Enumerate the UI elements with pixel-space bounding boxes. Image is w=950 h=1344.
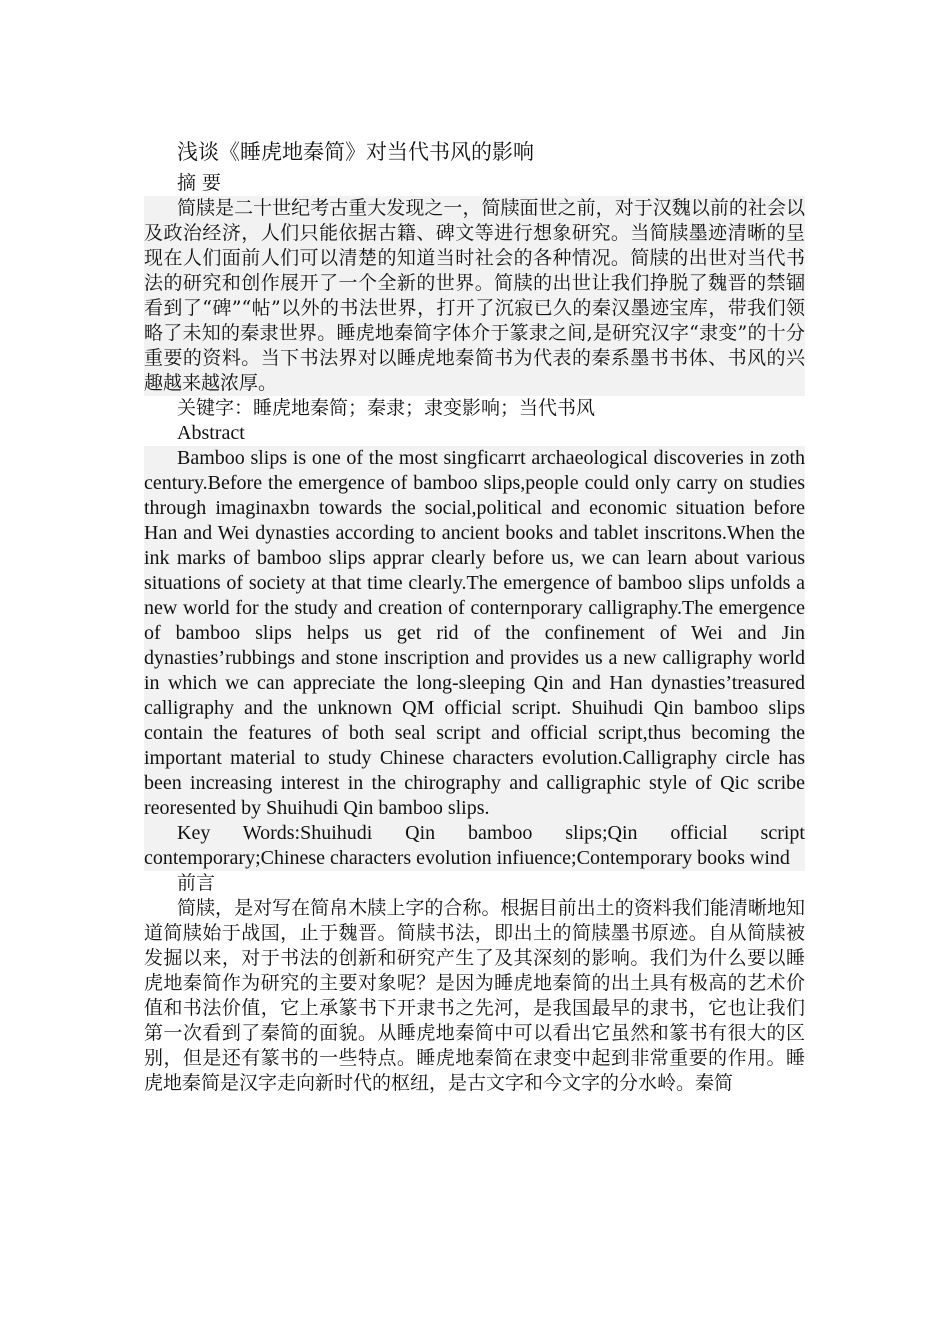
- abstract-en-paragraph: Bamboo slips is one of the most singficarrt archaeological discoveries in zoth century.Before the emergence of bamboo slips,people could only carry on studies through imaginaxbn towards the social,political and economic situation before Han and Wei dynasties according to ancient books and tablet inscritons.When the ink marks of bamboo slips apprar clearly before us, we can learn about various situations of society at that time clearly.The emergence of bamboo slips unfolds a new world for the study and creation of conternporary calligraphy.The emergence of bamboo slips helps us get rid of the confinement of Wei and Jin dynasties’rubbings and stone inscription and provides us a new calligraphy world in which we can appreciate the long-sleeping Qin and Han dynasties’treasured calligraphy and the unknown QM official script. Shuihudi Qin bamboo slips contain the features of both seal script and official script,thus becoming the important material to study Chinese characters evolution.Calligraphy circle has been increasing interest in the chirography and calligraphic style of Qic scribe reoresented by Shuihudi Qin bamboo slips.: [144, 447, 805, 819]
- preface-paragraph: 简牍，是对写在简帛木牍上字的合称。根据目前出土的资料我们能清晰地知道简牍始于战国，止于魏晋。简牍书法，即出土的简牍墨书原迹。自从简牍被发掘以来，对于书法的创新和研究产生了及其深刻的影响。我们为什么要以睡虎地秦简作为研究的主要对象呢？是因为睡虎地秦简的出土具有极高的艺术价值和书法价值，它上承篆书下开隶书之先河，是我国最早的隶书，它也让我们第一次看到了秦简的面貌。从睡虎地秦简中可以看出它虽然和篆书有很大的区别，但是还有篆书的一些特点。睡虎地秦简在隶变中起到非常重要的作用。睡虎地秦简是汉字走向新时代的枢纽，是古文字和今文字的分水岭。秦简: [144, 897, 805, 1094]
- abstract-cn-label: 摘 要: [177, 172, 222, 194]
- document-title: 浅谈《睡虎地秦简》对当代书风的影响: [177, 140, 534, 164]
- keywords-cn: 关键字：睡虎地秦简；秦隶；隶变影响；当代书风: [177, 397, 596, 419]
- abstract-cn-paragraph: 简牍是二十世纪考古重大发现之一，简牍面世之前，对于汉魏以前的社会以及政治经济，人们只能依据古籍、碑文等进行想象研究。当简牍墨迹清晰的呈现在人们面前人们可以清楚的知道当时社会的各种情况。简牍的出世对当代书法的研究和创作展开了一个全新的世界。简牍的出世让我们挣脱了魏晋的禁锢看到了“碑”“帖”以外的书法世界，打开了沉寂已久的秦汉墨迹宝库，带我们领略了未知的秦隶世界。睡虎地秦简字体介于篆隶之间,是研究汉字“隶变”的十分重要的资料。当下书法界对以睡虎地秦简书为代表的秦系墨书书体、书风的兴趣越来越浓厚。: [144, 197, 805, 394]
- abstract-en-label: Abstract: [177, 422, 245, 444]
- document-page: [144, 137, 805, 1096]
- preface-label: 前言: [177, 872, 216, 894]
- keywords-en: Key Words:Shuihudi Qin bamboo slips;Qin official script contemporary;Chinese characters evolution infiuence;Contemporary books wind: [144, 822, 805, 869]
